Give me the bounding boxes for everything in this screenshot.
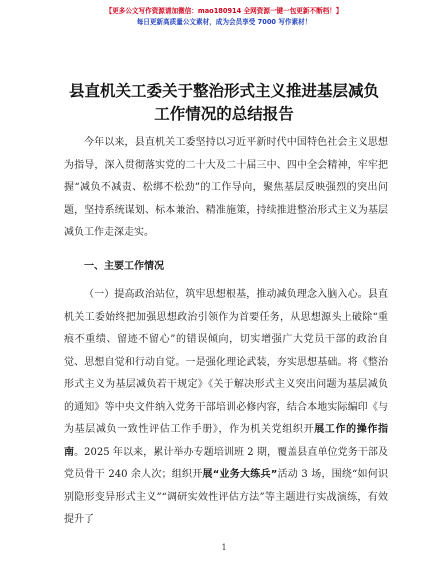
document-body <box>64 132 388 532</box>
paragraph-bold-text: 展工作的操作指南 <box>64 424 389 458</box>
document-title <box>40 80 408 126</box>
promo-banner-line-1: 【更多公文写作资源请加微信：mao180914 全网资源一键一包更新不断档！】 <box>105 7 343 15</box>
paragraph-text: 活动 3 场，围绕“如何识别隐形变异形式主义”“调研实效性评估方法”等主题进行实战演练，有效提升了 <box>64 469 388 525</box>
promo-banner <box>0 6 448 28</box>
page-number: 1 <box>221 543 227 552</box>
paragraph-text: （一）提高政治站位，筑牢思想根基，推动减负理念入脑入心。县直机关工委始终把加强思想政治引领作为首要任务，从思想源头上破除“重痕不重绩、留迹不留心”的错误倾向，切实增强广大党员干部的政治自觉、思想自觉和行动自觉。一是强化理论武装，夯实思想基础。将《整治形式主义为基层减负若干规定》《关于解决形式主义突出问题为基层减负的通知》等中央文件纳入党务干部培训必修内容，结合本地实际编印《与为基层减负一致性评估工作手册》，作为机关党组织开 <box>64 289 388 435</box>
body-paragraph-1 <box>64 284 388 532</box>
document-title-line-1: 县直机关工委关于整治形式主义推进基层减负 <box>68 82 379 100</box>
paragraph-text: 。2025 年以来，累计举办专题培训班 2 期，覆盖县直单位党务干部及党员骨干 240 余人次；组织开 <box>64 446 388 480</box>
document-title-line-2: 工作情况的总结报告 <box>154 105 294 123</box>
section-heading-1: 一、主要工作情况 <box>84 260 164 272</box>
promo-banner-line-2: 每日更新高质量公文素材，成为会员享受 7000 写作素材！ <box>136 18 312 26</box>
intro-paragraph: 今年以来，县直机关工委坚持以习近平新时代中国特色社会主义思想为指导，深入贯彻落实党的二十大及二十届三中、四中全会精神，牢牢把握“减负不减责、松绑不松劲”的工作导向，聚焦基层反映强烈的突出问题，坚持系统谋划、标本兼治、精准施策，持续推进整治形式主义为基层减负工作走深走实。 <box>64 137 388 238</box>
paragraph-bold-text: 展“业务大练兵” <box>202 469 278 480</box>
